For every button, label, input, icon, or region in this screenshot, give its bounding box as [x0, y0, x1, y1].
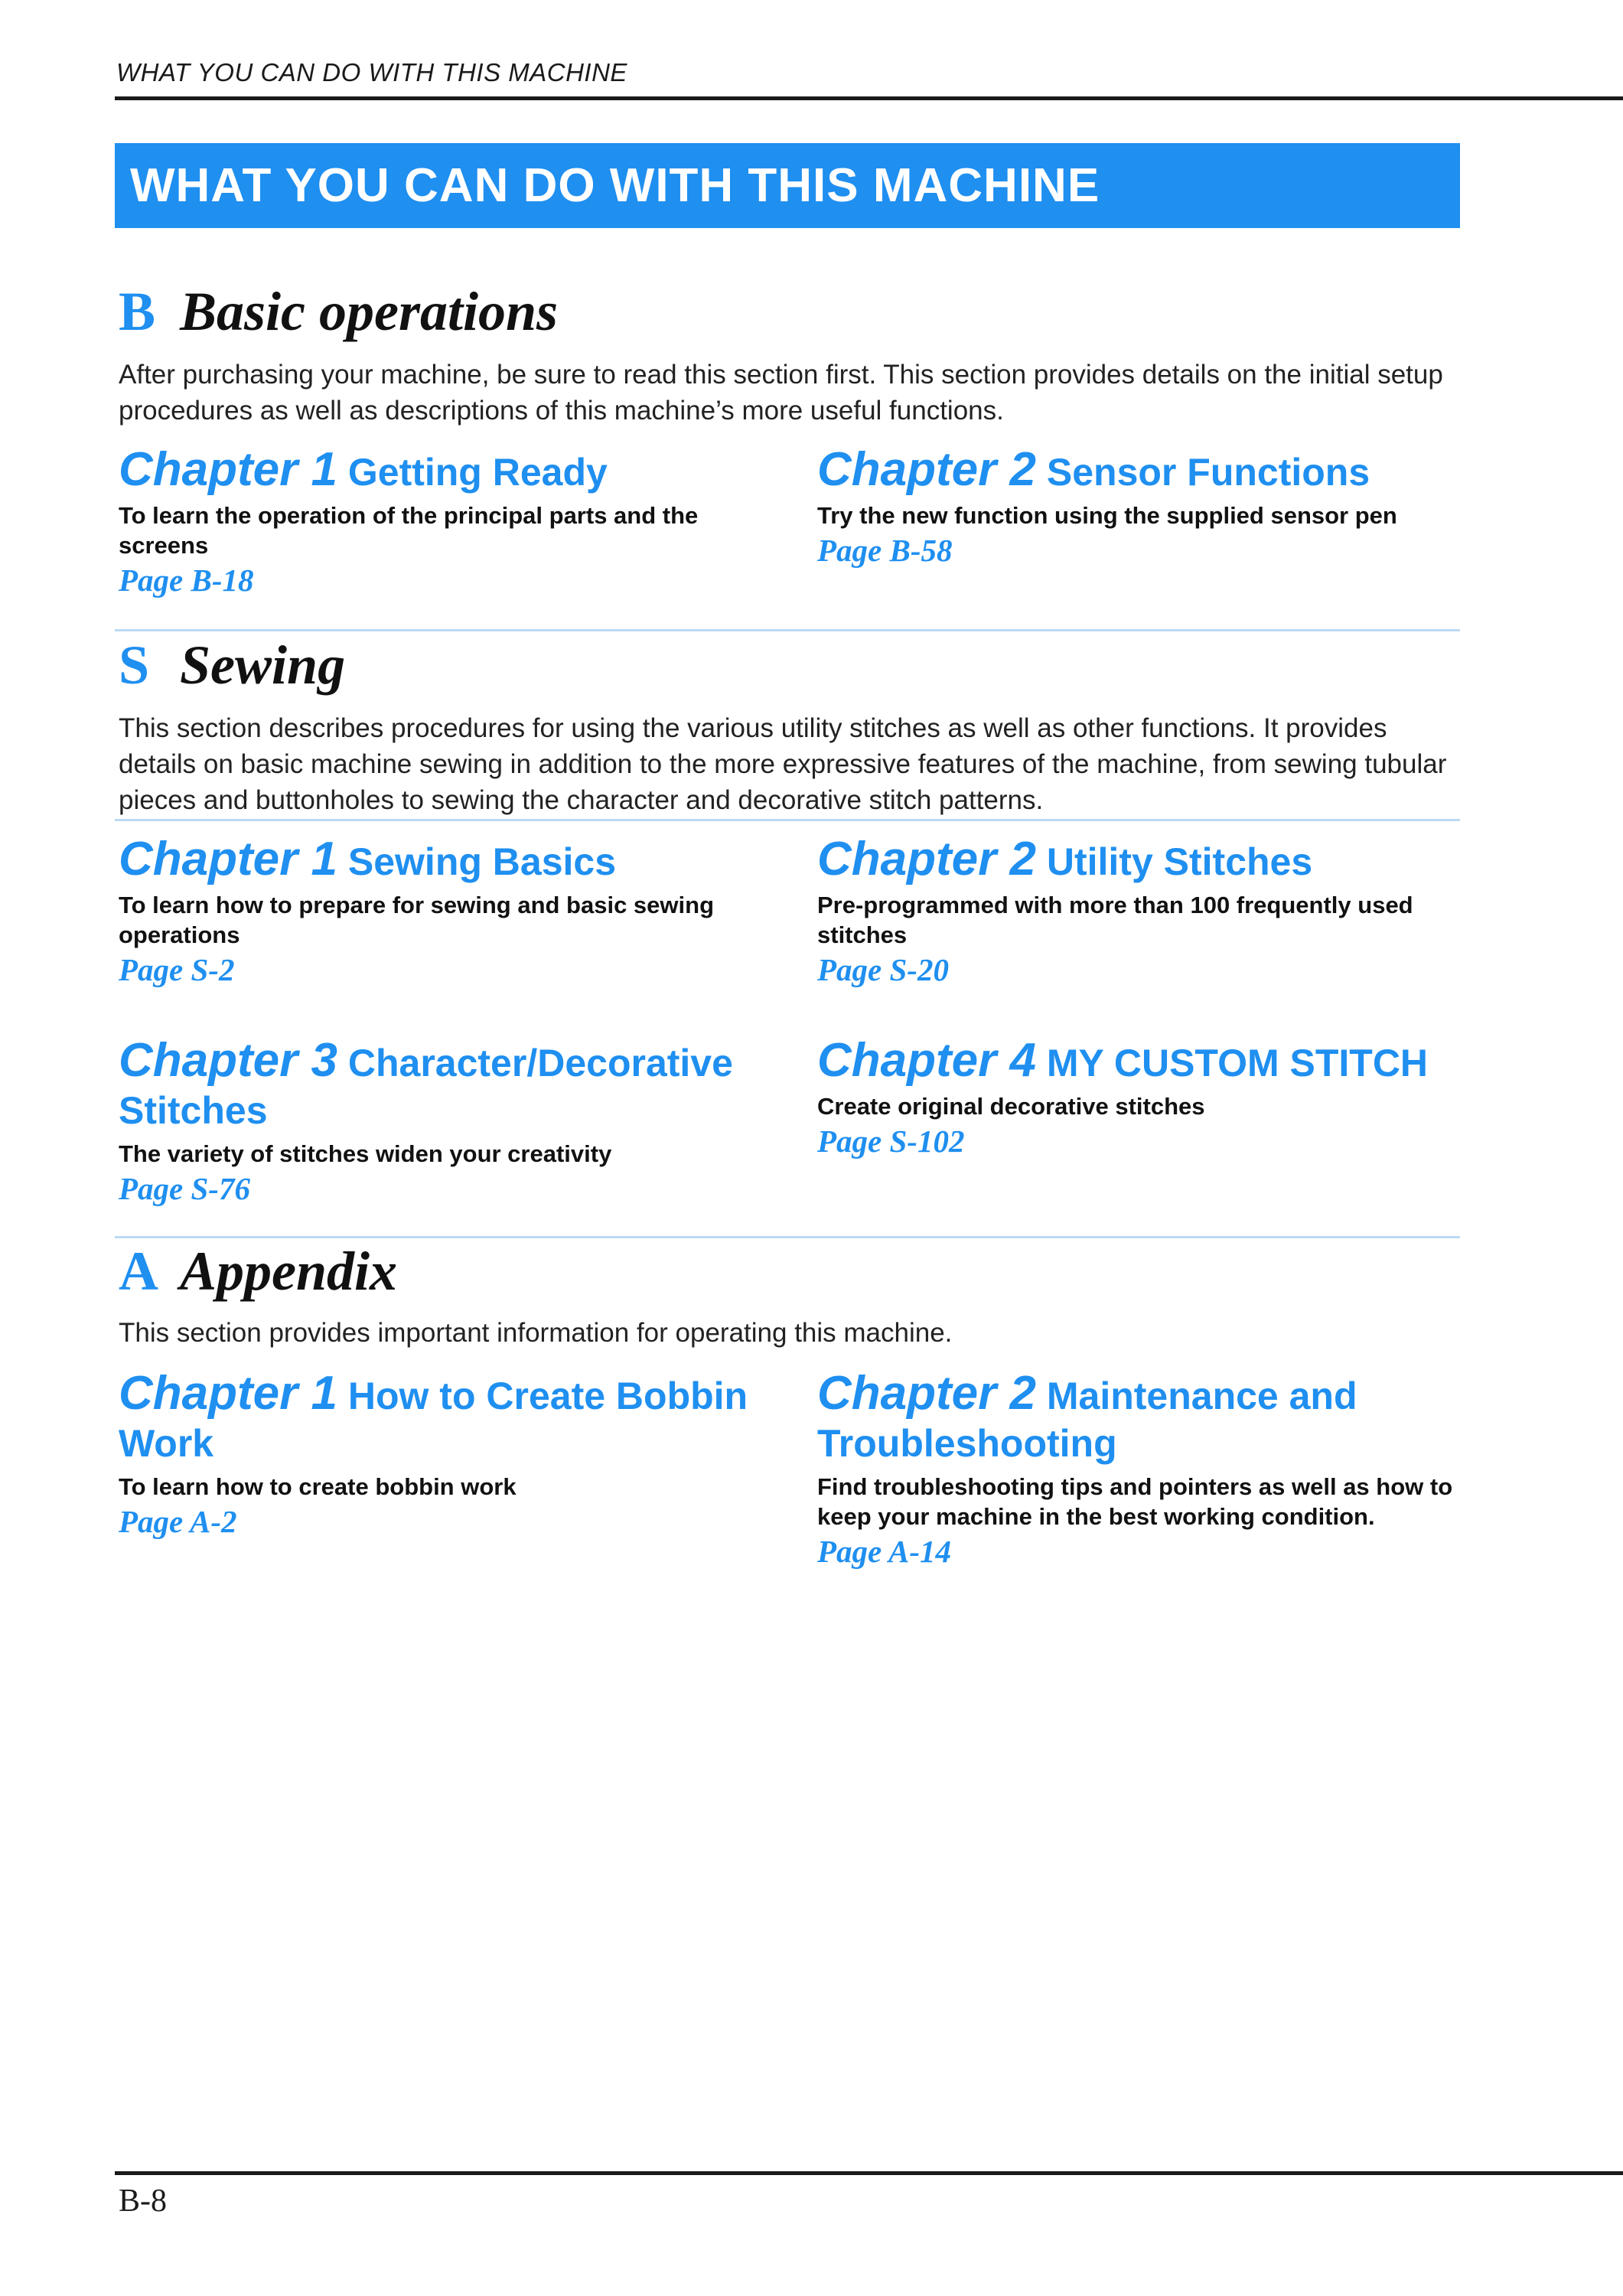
chapter-block — [119, 1367, 777, 1540]
page-title: WHAT YOU CAN DO WITH THIS MACHINE — [130, 159, 1100, 212]
chapter-number: Chapter 1 — [119, 443, 337, 496]
page-number: B-8 — [119, 2183, 167, 2219]
chapter-description: Try the new function using the supplied sensor pen — [817, 502, 1397, 529]
chapter-number: Chapter 1 — [119, 833, 337, 885]
chapter-number: Chapter 2 — [817, 1367, 1036, 1420]
chapter-heading — [817, 833, 1475, 885]
chapter-name: Getting Ready — [347, 451, 608, 494]
chapter-heading — [119, 1367, 777, 1467]
chapter-heading — [119, 833, 777, 885]
chapter-description: Find troubleshooting tips and pointers as well as how to keep your machine in the best working condition. — [817, 1473, 1453, 1530]
footer-rule — [115, 2171, 1623, 2175]
section-divider — [115, 819, 1460, 821]
chapter-page-link[interactable]: Page S-76 — [119, 1171, 250, 1206]
chapter-name: Utility Stitches — [1046, 840, 1313, 883]
chapter-block — [817, 833, 1475, 988]
running-head: WHAT YOU CAN DO WITH THIS MACHINE — [116, 58, 627, 86]
page-title-banner — [115, 143, 1460, 228]
chapter-page-link[interactable]: Page A-14 — [817, 1534, 951, 1569]
chapter-name: Sewing Basics — [347, 840, 617, 883]
chapter-heading — [817, 443, 1475, 496]
chapter-heading — [119, 1034, 777, 1134]
chapter-number: Chapter 4 — [817, 1034, 1036, 1087]
chapter-heading — [119, 443, 777, 496]
header-rule — [115, 96, 1623, 100]
chapter-block — [817, 1367, 1475, 1570]
chapter-description: To learn how to prepare for sewing and basic sewing operations — [119, 892, 715, 948]
section-title-basic-operations — [119, 280, 558, 344]
chapter-block — [119, 443, 777, 598]
section-title-text: Appendix — [180, 1241, 398, 1302]
section-letter: B — [119, 281, 156, 342]
chapter-name: Character/Decorative Stitches — [119, 1042, 733, 1132]
chapter-name: How to Create Bobbin Work — [119, 1375, 748, 1465]
section-letter: S — [119, 634, 150, 696]
chapter-description: Pre-programmed with more than 100 frequently used stitches — [817, 892, 1413, 948]
chapter-number: Chapter 2 — [817, 443, 1036, 496]
chapter-heading — [817, 1367, 1475, 1467]
chapter-description: To learn how to create bobbin work — [119, 1473, 517, 1500]
chapter-name: Maintenance and Troubleshooting — [817, 1375, 1357, 1465]
chapter-number: Chapter 1 — [119, 1367, 337, 1420]
chapter-name: MY CUSTOM STITCH — [1046, 1042, 1429, 1084]
chapter-page-link[interactable]: Page B-18 — [119, 563, 254, 598]
chapter-number: Chapter 2 — [817, 833, 1036, 885]
chapter-name: Sensor Functions — [1046, 451, 1370, 494]
chapter-block — [119, 833, 777, 988]
section-intro: This section describes procedures for using the various utility stitches as well as other functions. It provides details on basic machine sewing in addition to the more expressive features of the machine, from sewing tubular pieces and buttonholes to sewing the character and decorative stitch patterns. — [119, 713, 1447, 815]
chapter-page-link[interactable]: Page S-102 — [817, 1124, 965, 1159]
section-intro: After purchasing your machine, be sure to read this section first. This section provides details on the initial setup procedures as well as descriptions of this machine’s more useful functions. — [119, 360, 1443, 426]
chapter-description: To learn the operation of the principal parts and the screens — [119, 502, 699, 559]
chapter-number: Chapter 3 — [119, 1034, 337, 1087]
chapter-block — [817, 1034, 1475, 1159]
chapter-description: Create original decorative stitches — [817, 1093, 1205, 1120]
section-title-appendix — [119, 1240, 397, 1303]
chapter-page-link[interactable]: Page A-2 — [119, 1504, 237, 1539]
chapter-block — [119, 1034, 777, 1207]
chapter-heading — [817, 1034, 1475, 1087]
section-intro: This section provides important information for operating this machine. — [119, 1318, 953, 1348]
chapter-page-link[interactable]: Page B-58 — [817, 533, 953, 568]
section-title-sewing — [119, 634, 345, 697]
chapter-block — [817, 443, 1475, 569]
section-letter: A — [119, 1241, 158, 1302]
section-title-text: Basic operations — [180, 281, 559, 342]
section-title-text: Sewing — [180, 634, 346, 696]
section-divider — [115, 1236, 1460, 1238]
chapter-page-link[interactable]: Page S-2 — [119, 952, 235, 987]
section-divider — [115, 629, 1460, 631]
chapter-description: The variety of stitches widen your creativity — [119, 1140, 612, 1167]
chapter-page-link[interactable]: Page S-20 — [817, 952, 949, 987]
